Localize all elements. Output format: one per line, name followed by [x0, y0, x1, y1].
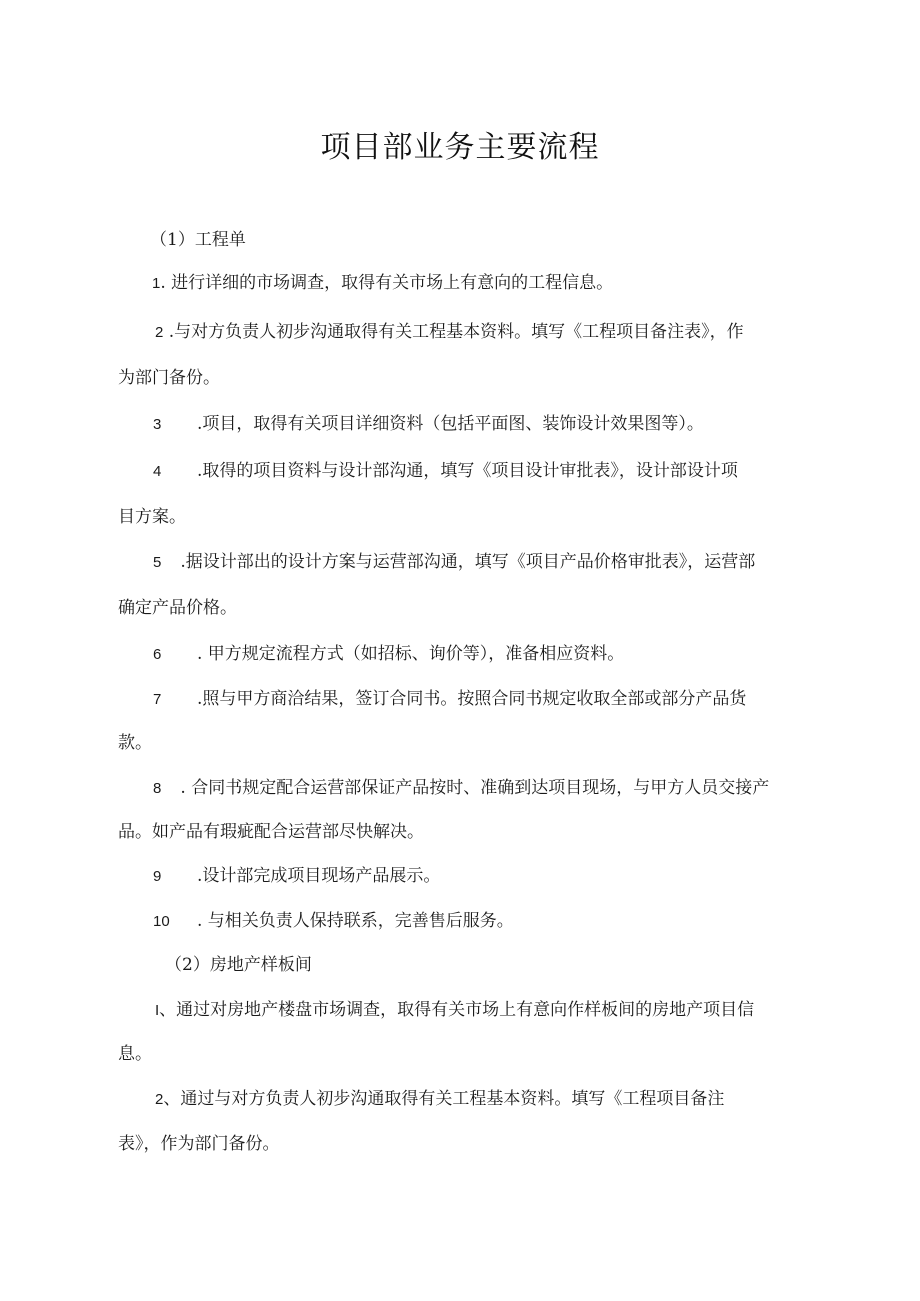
item-text: .设计部完成项目现场产品展示。 — [197, 866, 441, 886]
item-text: . 合同书规定配合运营部保证产品按时、准确到达项目现场，与甲方人员交接产 — [175, 778, 770, 798]
page-title: 项目部业务主要流程 — [320, 130, 600, 165]
list-item-8 — [153, 776, 769, 801]
list-item-1 — [152, 271, 613, 296]
item-number: 2 — [155, 1091, 164, 1108]
item-number: 2 — [155, 324, 164, 341]
item-number: I — [155, 1002, 160, 1019]
item-text: . 进行详细的市场调查，取得有关市场上有意向的工程信息。 — [160, 273, 614, 293]
section-heading-showroom: （2）房地产样板间 — [165, 955, 312, 975]
item-text: .照与甲方商洽结果，签订合同书。按照合同书规定收取全部或部分产品货 — [197, 689, 747, 709]
list-item-7-cont: 款。 — [118, 733, 152, 753]
item-number: 3 — [153, 416, 162, 433]
list-item-8-cont: 品。如产品有瑕疵配合运营部尽快解决。 — [118, 822, 424, 842]
list-item-9 — [153, 864, 440, 889]
item-text: .据设计部出的设计方案与运营部沟通，填写《项目产品价格审批表》，运营部 — [175, 552, 756, 572]
item-number: 9 — [153, 868, 162, 885]
section-heading-engineering: （1）工程单 — [150, 230, 246, 250]
list-item-2-cont: 为部门备份。 — [118, 368, 220, 388]
list-item-4-cont: 目方案。 — [118, 507, 186, 527]
list-item-7 — [153, 687, 746, 712]
item-number: 6 — [153, 646, 162, 663]
list-item-6 — [153, 642, 624, 667]
item-text: . 与相关负责人保持联系，完善售后服务。 — [197, 911, 514, 931]
item-text: .与对方负责人初步沟通取得有关工程基本资料。填写《工程项目备注表》，作 — [163, 322, 744, 342]
item-text: .取得的项目资料与设计部沟通，填写《项目设计审批表》，设计部设计项 — [197, 461, 738, 481]
list-item-3 — [153, 412, 704, 437]
item-number: 4 — [153, 463, 162, 480]
item-text: . 甲方规定流程方式（如招标、询价等），准备相应资料。 — [197, 644, 625, 664]
list-item-2 — [155, 320, 744, 345]
showroom-item-1-cont: 息。 — [118, 1044, 152, 1064]
showroom-item-2-cont: 表》，作为部门备份。 — [118, 1134, 280, 1154]
item-number: 1 — [152, 275, 161, 292]
item-number: 5 — [153, 554, 162, 571]
item-number: 8 — [153, 780, 162, 797]
item-text: 、通过与对方负责人初步沟通取得有关工程基本资料。填写《工程项目备注 — [163, 1089, 725, 1109]
list-item-10 — [153, 909, 514, 934]
item-number: 7 — [153, 691, 162, 708]
item-text: 、通过对房地产楼盘市场调查，取得有关市场上有意向作样板间的房地产项目信 — [159, 1000, 755, 1020]
item-number: 10 — [153, 913, 170, 930]
item-text: .项目，取得有关项目详细资料（包括平面图、装饰设计效果图等）。 — [197, 414, 704, 434]
list-item-5-cont: 确定产品价格。 — [118, 598, 237, 618]
list-item-5 — [153, 550, 755, 575]
showroom-item-1 — [155, 998, 754, 1023]
showroom-item-2 — [155, 1087, 724, 1112]
list-item-4 — [153, 459, 738, 484]
